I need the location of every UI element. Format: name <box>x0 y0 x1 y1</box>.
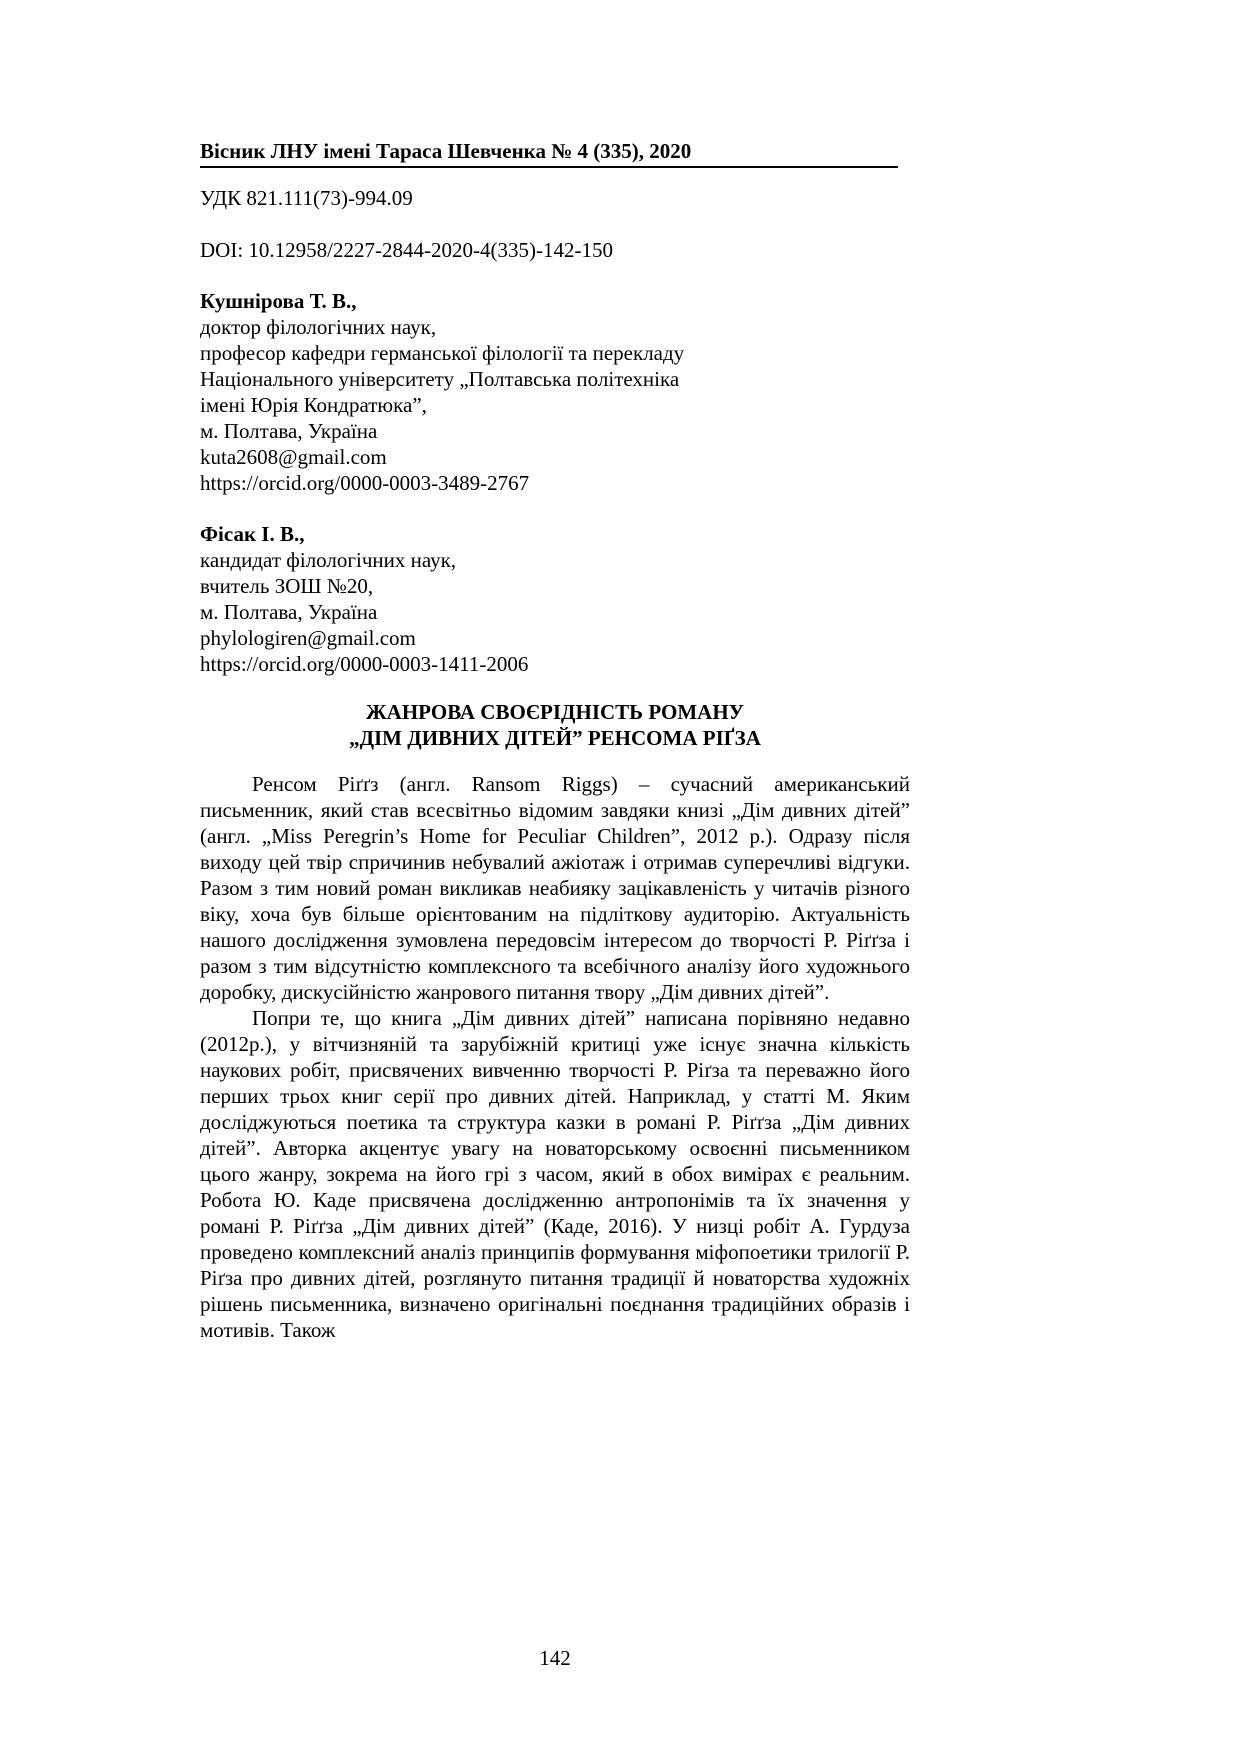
article-title <box>200 699 910 751</box>
article-body <box>200 771 910 1343</box>
author-2-orcid: https://orcid.org/0000-0003-1411-2006 <box>200 652 529 676</box>
author-2-email: phylologiren@gmail.com <box>200 626 416 650</box>
journal-header: Вісник ЛНУ імені Тараса Шевченка № 4 (335), 2020 <box>200 138 898 168</box>
author-1-affiliation-line-1: Національного університету „Полтавська політехніка <box>200 367 680 391</box>
author-2-name: Фісак І. В., <box>200 522 305 546</box>
page-content <box>200 138 910 1343</box>
author-2-position: вчитель ЗОШ №20, <box>200 574 374 598</box>
author-1-degree: доктор філологічних наук, <box>200 315 437 339</box>
doi-line: DOI: 10.12958/2227-2844-2020-4(335)-142-150 <box>200 238 613 262</box>
author-1-orcid: https://orcid.org/0000-0003-3489-2767 <box>200 471 530 495</box>
article-title-line-2: „ДІМ ДИВНИХ ДІТЕЙ” РЕНСОМА РІҐЗА <box>349 726 761 750</box>
author-block-1 <box>200 288 910 496</box>
udk-code: УДК 821.111(73)-994.09 <box>200 186 413 210</box>
paragraph-1: Ренсом Ріґґз (англ. Ransom Riggs) – сучасний американський письменник, який став всесвітньо відомим завдяки книзі „Дім дивних дітей” (англ. „Miss Peregrin’s Home for Peculiar Children”, 2012 р.). Одразу після виходу цей твір спричинив небувалий ажіотаж і отримав суперечливі відгуки. Разом з тим новий роман викликав неабияку зацікавленість у читачів різного віку, хоча був більше орієнтованим на підліткову аудиторію. Актуальність нашого дослідження зумовлена передовсім інтересом до творчості Р. Ріґґза і разом з тим відсутністю комплексного та всебічного аналізу його художнього доробку, дискусійністю жанрового питання твору „Дім дивних дітей”. <box>200 772 910 1004</box>
author-1-name: Кушнірова Т. В., <box>200 289 357 313</box>
author-block-2 <box>200 521 910 677</box>
article-title-line-1: ЖАНРОВА СВОЄРІДНІСТЬ РОМАНУ <box>365 700 745 724</box>
author-1-affiliation-line-2: імені Юрія Кондратюка”, <box>200 393 427 417</box>
author-1-email: kuta2608@gmail.com <box>200 445 387 469</box>
author-2-degree: кандидат філологічних наук, <box>200 548 457 572</box>
paragraph-2: Попри те, що книга „Дім дивних дітей” написана порівняно недавно (2012р.), у вітчизняній та зарубіжній критиці уже існує значна кількість наукових робіт, присвячених вивченню творчості Р. Ріґза та переважно його перших трьох книг серії про дивних дітей. Наприклад, у статті М. Яким досліджуються поетика та структура казки в романі Р. Ріґґза „Дім дивних дітей”. Авторка акцентує увагу на новаторському освоєнні письменником цього жанру, зокрема на його грі з часом, який в обох вимірах є реальним. Робота Ю. Каде присвячена дослідженню антропонімів та їх значення у романі Р. Ріґґза „Дім дивних дітей” (Каде, 2016). У низці робіт А. Гурдуза проведено комплексний аналіз принципів формування міфопоетики трилогії Р. Ріґза про дивних дітей, розглянуто питання традиції й новаторства художніх рішень письменника, визначено оригінальні поєднання традиційних образів і мотивів. Також <box>200 1006 910 1342</box>
author-2-city: м. Полтава, Україна <box>200 600 378 624</box>
author-1-city: м. Полтава, Україна <box>200 419 378 443</box>
author-1-position: професор кафедри германської філології та перекладу <box>200 341 685 365</box>
page-number: 142 <box>539 1646 571 1670</box>
